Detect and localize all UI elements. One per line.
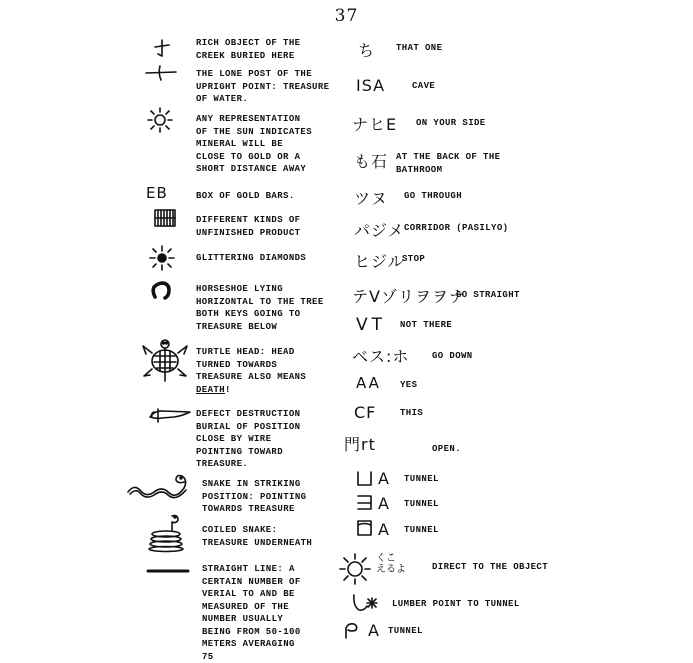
hatched-box-icon (152, 207, 178, 229)
label-gold-bars: BOX OF GOLD BARS. (196, 191, 295, 201)
tunnel-icon-4 (342, 620, 368, 642)
label-buried-object: RICH OBJECT OF THE CREEK BURIED HERE (196, 38, 301, 61)
glyph-cave: ISA (356, 76, 386, 95)
glyph-stop: ヒジル (354, 252, 405, 271)
label-unfinished: DIFFERENT KINDS OF UNFINISHED PRODUCT (196, 215, 301, 238)
glyph-tunnel-1: A (378, 469, 390, 488)
label-diamonds: GLITTERING DIAMONDS (196, 253, 307, 263)
lumber-icon (350, 592, 380, 614)
label-not-there: NOT THERE (400, 320, 453, 330)
label-straight-line: STRAIGHT LINE: A CERTAIN NUMBER OF VERIAL TO AND BE MEASURED OF THE NUMBER USUALLY BEING FROM 50-100 METERS AVERAGING 75 (202, 564, 301, 662)
eb-symbol: EB (146, 184, 168, 202)
label-that-one: THAT ONE (396, 43, 443, 53)
label-tunnel-4: TUNNEL (388, 626, 423, 636)
label-lumber: LUMBER POINT TO TUNNEL (392, 599, 520, 609)
glyph-your-side: ナヒE (352, 115, 398, 134)
glyph-tunnel-2: A (378, 494, 390, 513)
tunnel-icon-3 (355, 518, 375, 538)
coiled-snake-icon (142, 512, 190, 552)
turtle-icon (138, 334, 192, 386)
glyph-that-one: ち (358, 41, 376, 60)
label-turtle (196, 346, 306, 396)
label-this: THIS (400, 408, 424, 418)
label-yes: YES (400, 380, 418, 390)
label-turtle-exclaim: ! (225, 384, 231, 395)
label-sun: ANY REPRESENTATION OF THE SUN INDICATES MINERAL WILL BE CLOSE TO GOLD OR A SHORT DISTANCE AWAY (196, 114, 313, 174)
label-defect: DEFECT DESTRUCTION BURIAL OF POSITION CLOSE BY WIRE POINTING TOWARD TREASURE. (196, 409, 301, 469)
sun-glyph-icon (338, 552, 372, 586)
glyph-tunnel-3: A (378, 520, 390, 539)
small-cross-icon (152, 38, 172, 58)
horseshoe-icon (150, 281, 172, 301)
glyph-open: 門rt (344, 435, 376, 454)
page-number: 37 (334, 6, 359, 26)
straight-line-icon (146, 566, 190, 576)
glyph-corridor: パジメ (354, 221, 405, 240)
knife-icon (144, 405, 194, 427)
label-horseshoe: HORSESHOE LYING HORIZONTAL TO THE TREE BOTH KEYS GOING TO TREASURE BELOW (196, 284, 324, 332)
label-snake-striking: SNAKE IN STRIKING POSITION: POINTING TOWARDS TREASURE (202, 479, 307, 514)
label-open: OPEN. (432, 444, 462, 454)
glyph-direct: くこ えるよ (376, 553, 406, 575)
glyph-bathroom: も石 (354, 152, 389, 171)
label-go-down: GO DOWN (432, 351, 473, 361)
glitter-icon (148, 244, 176, 272)
label-go-through: GO THROUGH (404, 191, 463, 201)
glyph-this: CF (354, 403, 377, 422)
sun-icon (146, 106, 174, 134)
label-tunnel-2: TUNNEL (404, 499, 439, 509)
tunnel-icon-2 (355, 494, 375, 512)
label-tunnel-3: TUNNEL (404, 525, 439, 535)
tunnel-icon-1 (355, 470, 375, 488)
upright-post-icon (144, 64, 178, 82)
label-direct: DIRECT TO THE OBJECT (432, 562, 549, 572)
glyph-go-straight: テVゾリヲヲナ (352, 287, 466, 306)
glyph-yes: AA (356, 374, 381, 392)
label-your-side: ON YOUR SIDE (416, 118, 486, 128)
label-corridor: CORRIDOR (PASILYO) (404, 223, 509, 233)
label-stop: STOP (402, 254, 426, 264)
label-go-straight: GO STRAIGHT (456, 290, 520, 300)
label-turtle-text: TURTLE HEAD: HEAD TURNED TOWARDS TREASURE ALSO MEANS (196, 347, 307, 382)
label-cave: CAVE (412, 81, 436, 91)
label-tunnel-1: TUNNEL (404, 474, 439, 484)
striking-snake-icon (126, 470, 196, 502)
glyph-go-down: ベス:ホ (352, 347, 410, 366)
label-turtle-death: DEATH (196, 384, 226, 395)
glyph-go-through: ツヌ (354, 189, 388, 208)
glyph-not-there: VT (356, 315, 387, 335)
label-bathroom: AT THE BACK OF THE BATHROOM (396, 152, 501, 175)
glyph-tunnel-4: A (368, 621, 380, 640)
label-lone-post: THE LONE POST OF THE UPRIGHT POINT: TREASURE OF WATER. (196, 69, 330, 104)
label-coiled-snake: COILED SNAKE: TREASURE UNDERNEATH (202, 525, 313, 548)
